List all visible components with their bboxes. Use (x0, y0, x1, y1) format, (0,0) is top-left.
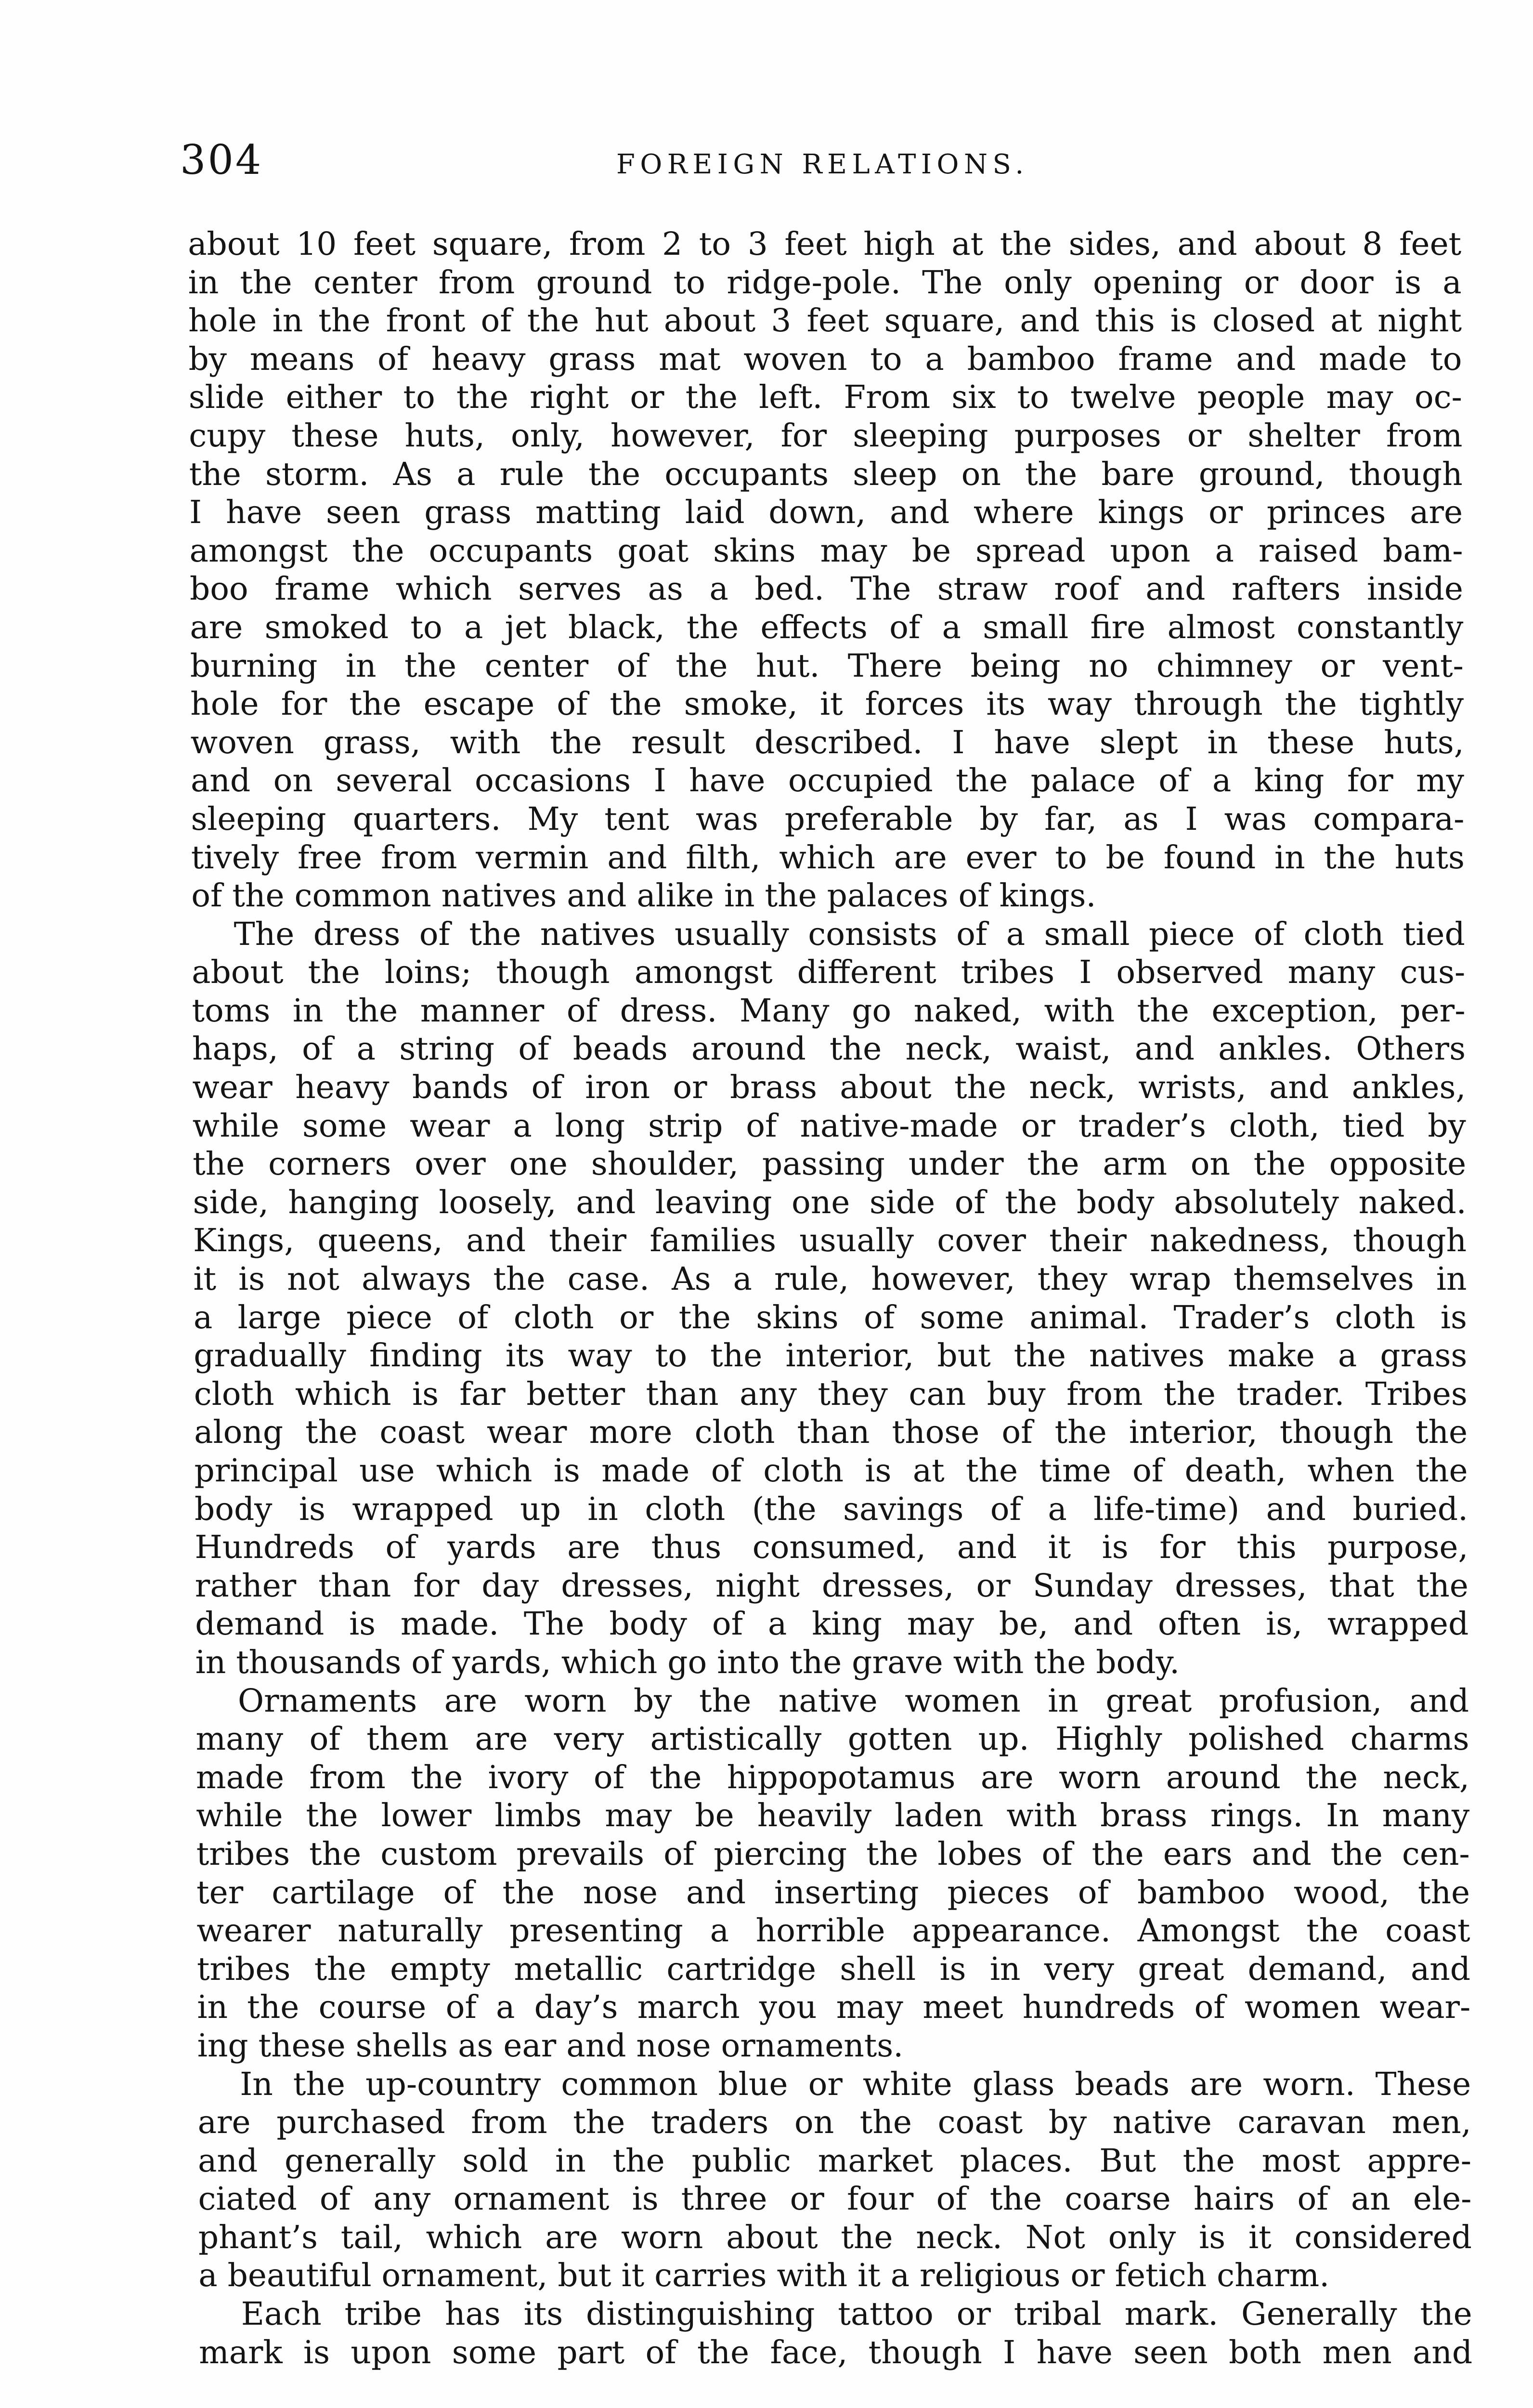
text-line: slide either to the right or the left. From six to twelve people may oc- (188, 379, 1463, 416)
text-line: along the coast wear more cloth than those of the interior, though the (194, 1413, 1468, 1451)
text-line: are smoked to a jet black, the effects of a small fire almost constantly (190, 608, 1464, 646)
text-line: ciated of any ornament is three or four of the coarse hairs of an ele- (198, 2180, 1472, 2218)
text-line: cupy these huts, only, however, for sleeping purposes or shelter from (189, 417, 1463, 454)
text-line: wear heavy bands of iron or brass about the neck, wrists, and ankles, (192, 1069, 1466, 1106)
text-line: while the lower limbs may be heavily laden with brass rings. In many (196, 1797, 1470, 1834)
text-line: and on several occasions I have occupied the palace of a king for my (190, 762, 1465, 799)
text-line: cloth which is far better than any they can buy from the trader. Tribes (194, 1375, 1468, 1413)
text-line: made from the ivory of the hippopotamus are worn around the neck, (195, 1758, 1470, 1796)
text-line: in thousands of yards, which go into the grave with the body. (195, 1643, 1180, 1681)
text-line: are purchased from the traders on the coast by native caravan men, (197, 2104, 1471, 2141)
text-line: tribes the custom prevails of piercing the lobes of the ears and the cen- (196, 1835, 1470, 1872)
text-line: ter cartilage of the nose and inserting pieces of bamboo wood, the (196, 1873, 1470, 1911)
text-line: a beautiful ornament, but it carries with it a religious or fetich charm. (198, 2257, 1330, 2294)
paragraph (197, 2065, 1472, 2295)
text-line: it is not always the case. As a rule, however, they wrap themselves in (193, 1260, 1467, 1298)
text-line: boo frame which serves as a bed. The straw roof and rafters inside (189, 570, 1464, 608)
paragraph (188, 225, 1465, 915)
paragraph (199, 2295, 1473, 2371)
text-line: demand is made. The body of a king may be, and often is, wrapped (195, 1605, 1469, 1643)
text-line: body is wrapped up in cloth (the savings of a life-time) and buried. (194, 1490, 1468, 1528)
text-line: many of them are very artistically gotten up. Highly polished charms (195, 1720, 1469, 1758)
text-line: rather than for day dresses, night dresses, or Sunday dresses, that the (195, 1567, 1468, 1604)
text-line: the corners over one shoulder, passing under the arm on the opposite (193, 1145, 1467, 1183)
text-line: principal use which is made of cloth is at the time of death, when the (194, 1452, 1468, 1489)
text-line: while some wear a long strip of native-made or trader’s cloth, tied by (192, 1107, 1466, 1144)
text-line: the storm. As a rule the occupants sleep on the bare ground, though (189, 455, 1463, 493)
text-line: In the up-country common blue or white glass beads are worn. These (240, 2065, 1471, 2103)
text-line: toms in the manner of dress. Many go naked, with the exception, per- (192, 992, 1466, 1029)
text-line: about the loins; though amongst different tribes I observed many cus- (191, 954, 1466, 991)
text-line: gradually finding its way to the interior, but the natives make a grass (194, 1337, 1468, 1374)
paragraph (195, 1682, 1471, 2065)
paragraph (192, 915, 1469, 1682)
text-line: burning in the center of the hut. There being no chimney or vent- (190, 647, 1464, 684)
text-line: in the center from ground to ridge-pole. The only opening or door is a (188, 263, 1462, 301)
page-number: 304 (180, 136, 263, 183)
text-line: haps, of a string of beads around the neck, waist, and ankles. Others (192, 1030, 1466, 1068)
text-line: of the common natives and alike in the palaces of kings. (191, 877, 1096, 915)
body-text (188, 225, 1472, 2371)
text-line: wearer naturally presenting a horrible appearance. Amongst the coast (196, 1912, 1470, 1950)
text-line: woven grass, with the result described. I have slept in these huts, (190, 723, 1464, 761)
text-line: Hundreds of yards are thus consumed, and it is for this purpose, (195, 1529, 1468, 1566)
text-line: hole for the escape of the smoke, it forces its way through the tightly (190, 685, 1464, 723)
text-line: sleeping quarters. My tent was preferable by far, as I was compara- (191, 800, 1465, 838)
text-line: mark is upon some part of the face, though I have seen both men and (198, 2333, 1473, 2371)
text-line: phant’s tail, which are worn about the neck. Not only is it considered (198, 2218, 1472, 2256)
text-line: a large piece of cloth or the skins of some animal. Trader’s cloth is (193, 1298, 1468, 1336)
text-line: amongst the occupants goat skins may be spread upon a raised bam- (189, 532, 1463, 569)
text-line: in the course of a day’s march you may meet hundreds of women wear- (197, 1989, 1471, 2026)
running-head: FOREIGN RELATIONS. (616, 149, 1029, 180)
text-line: hole in the front of the hut about 3 feet square, and this is closed at night (188, 302, 1462, 340)
text-line: ing these shells as ear and nose ornaments. (197, 2027, 904, 2064)
text-line: and generally sold in the public market places. But the most appre- (197, 2142, 1472, 2179)
text-line: The dress of the natives usually consists of a small piece of cloth tied (234, 915, 1465, 953)
text-line: Kings, queens, and their families usually cover their nakedness, though (193, 1222, 1467, 1259)
text-line: by means of heavy grass mat woven to a bamboo frame and made to (188, 340, 1462, 378)
text-line: tively free from vermin and filth, which are ever to be found in the huts (191, 838, 1465, 876)
text-line: Ornaments are worn by the native women in great profusion, and (237, 1682, 1469, 1719)
text-line: Each tribe has its distinguishing tattoo or tribal mark. Generally the (241, 2295, 1472, 2333)
text-line: tribes the empty metallic cartridge shell is in very great demand, and (196, 1950, 1471, 1988)
text-line: side, hanging loosely, and leaving one side of the body absolutely naked. (193, 1183, 1467, 1221)
text-line: about 10 feet square, from 2 to 3 feet high at the sides, and about 8 feet (188, 225, 1462, 262)
text-line: I have seen grass matting laid down, and where kings or princes are (189, 494, 1463, 531)
